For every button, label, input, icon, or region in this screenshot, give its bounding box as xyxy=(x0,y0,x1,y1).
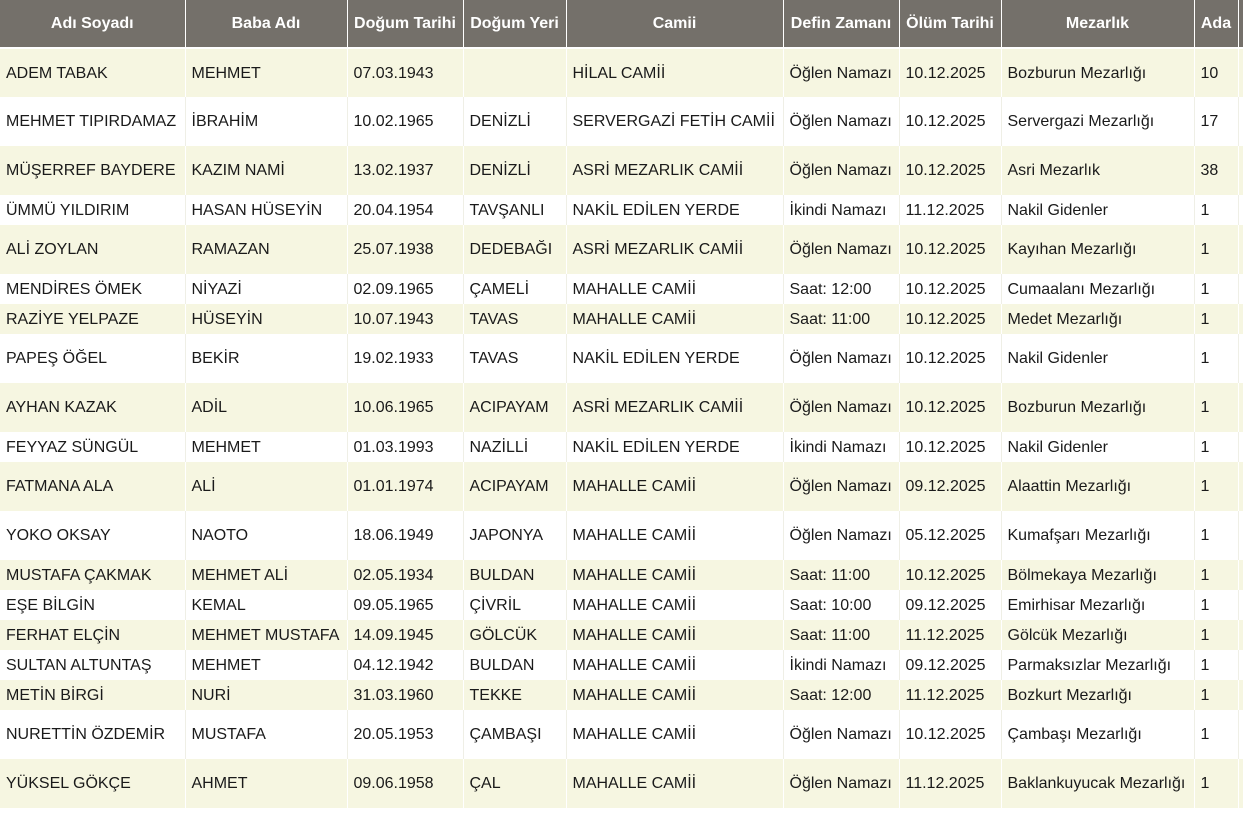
row-spacer xyxy=(1238,97,1243,146)
cell-cemetery: Bölmekaya Mezarlığı xyxy=(1001,560,1194,590)
cell-father: NİYAZİ xyxy=(185,274,347,304)
cell-name: FATMANA ALA xyxy=(0,462,185,511)
cell-name: MENDİRES ÖMEK xyxy=(0,274,185,304)
cell-father: MEHMET xyxy=(185,432,347,462)
cell-birth-place: TAVŞANLI xyxy=(463,195,566,225)
cell-death-date: 11.12.2025 xyxy=(899,195,1001,225)
cell-burial-time: Öğlen Namazı xyxy=(783,710,899,759)
cell-birth-date: 09.06.1958 xyxy=(347,759,463,808)
cell-name: RAZİYE YELPAZE xyxy=(0,304,185,334)
cell-mosque: MAHALLE CAMİİ xyxy=(566,620,783,650)
cell-cemetery: Alaattin Mezarlığı xyxy=(1001,462,1194,511)
cell-birth-place: BULDAN xyxy=(463,650,566,680)
cell-cemetery: Emirhisar Mezarlığı xyxy=(1001,590,1194,620)
cell-death-date: 10.12.2025 xyxy=(899,225,1001,274)
row-spacer xyxy=(1238,650,1243,680)
row-spacer xyxy=(1238,560,1243,590)
cell-burial-time: Öğlen Namazı xyxy=(783,462,899,511)
cell-ada: 1 xyxy=(1194,650,1238,680)
cell-birth-place xyxy=(463,48,566,97)
cell-name: ALİ ZOYLAN xyxy=(0,225,185,274)
cell-death-date: 09.12.2025 xyxy=(899,462,1001,511)
row-spacer xyxy=(1238,432,1243,462)
table-row[interactable] xyxy=(0,304,1243,334)
cell-name: YÜKSEL GÖKÇE xyxy=(0,759,185,808)
cell-birth-date: 19.02.1933 xyxy=(347,334,463,383)
row-spacer xyxy=(1238,680,1243,710)
row-spacer xyxy=(1238,462,1243,511)
cell-death-date: 10.12.2025 xyxy=(899,334,1001,383)
cell-ada: 1 xyxy=(1194,759,1238,808)
cell-name: MEHMET TIPIRDAMAZ xyxy=(0,97,185,146)
table-row[interactable] xyxy=(0,48,1243,97)
column-header-death-date: Ölüm Tarihi xyxy=(899,0,1001,48)
cell-burial-time: Öğlen Namazı xyxy=(783,383,899,432)
cell-burial-time: Öğlen Namazı xyxy=(783,759,899,808)
cell-birth-date: 31.03.1960 xyxy=(347,680,463,710)
cell-father: MEHMET xyxy=(185,650,347,680)
cell-name: FERHAT ELÇİN xyxy=(0,620,185,650)
table-row[interactable] xyxy=(0,432,1243,462)
cell-burial-time: Saat: 11:00 xyxy=(783,560,899,590)
cell-birth-place: TAVAS xyxy=(463,334,566,383)
table-header xyxy=(0,0,1243,48)
row-spacer xyxy=(1238,383,1243,432)
cell-cemetery: Bozkurt Mezarlığı xyxy=(1001,680,1194,710)
cell-birth-date: 02.09.1965 xyxy=(347,274,463,304)
cell-cemetery: Bozburun Mezarlığı xyxy=(1001,48,1194,97)
cell-cemetery: Nakil Gidenler xyxy=(1001,432,1194,462)
cell-mosque: MAHALLE CAMİİ xyxy=(566,680,783,710)
cell-mosque: MAHALLE CAMİİ xyxy=(566,274,783,304)
cell-father: NAOTO xyxy=(185,511,347,560)
cell-birth-date: 09.05.1965 xyxy=(347,590,463,620)
cell-birth-date: 14.09.1945 xyxy=(347,620,463,650)
cell-father: ADİL xyxy=(185,383,347,432)
table-row[interactable] xyxy=(0,146,1243,195)
cell-birth-date: 20.05.1953 xyxy=(347,710,463,759)
cell-name: METİN BİRGİ xyxy=(0,680,185,710)
cell-father: MUSTAFA xyxy=(185,710,347,759)
row-spacer xyxy=(1238,225,1243,274)
cell-mosque: ASRİ MEZARLIK CAMİİ xyxy=(566,225,783,274)
table-row[interactable] xyxy=(0,650,1243,680)
cell-burial-time: Öğlen Namazı xyxy=(783,97,899,146)
cell-burial-time: Öğlen Namazı xyxy=(783,511,899,560)
cell-burial-time: İkindi Namazı xyxy=(783,432,899,462)
cell-father: KEMAL xyxy=(185,590,347,620)
cell-father: AHMET xyxy=(185,759,347,808)
header-spacer xyxy=(1238,0,1243,48)
cell-name: FEYYAZ SÜNGÜL xyxy=(0,432,185,462)
cell-ada: 1 xyxy=(1194,590,1238,620)
cell-birth-place: ÇAMELİ xyxy=(463,274,566,304)
table-row[interactable] xyxy=(0,462,1243,511)
cell-cemetery: Çambaşı Mezarlığı xyxy=(1001,710,1194,759)
cell-name: ADEM TABAK xyxy=(0,48,185,97)
cell-birth-date: 13.02.1937 xyxy=(347,146,463,195)
cell-ada: 1 xyxy=(1194,383,1238,432)
cell-cemetery: Medet Mezarlığı xyxy=(1001,304,1194,334)
cell-ada: 1 xyxy=(1194,462,1238,511)
cell-mosque: MAHALLE CAMİİ xyxy=(566,511,783,560)
cell-death-date: 10.12.2025 xyxy=(899,383,1001,432)
cell-cemetery: Servergazi Mezarlığı xyxy=(1001,97,1194,146)
cell-father: MEHMET ALİ xyxy=(185,560,347,590)
cell-burial-time: Saat: 12:00 xyxy=(783,274,899,304)
cell-death-date: 10.12.2025 xyxy=(899,48,1001,97)
table-row[interactable] xyxy=(0,759,1243,808)
cell-birth-date: 10.02.1965 xyxy=(347,97,463,146)
cell-birth-place: GÖLCÜK xyxy=(463,620,566,650)
cell-death-date: 11.12.2025 xyxy=(899,680,1001,710)
cell-father: İBRAHİM xyxy=(185,97,347,146)
column-header-burial-time: Defin Zamanı xyxy=(783,0,899,48)
cell-ada: 1 xyxy=(1194,225,1238,274)
cell-name: AYHAN KAZAK xyxy=(0,383,185,432)
cell-name: SULTAN ALTUNTAŞ xyxy=(0,650,185,680)
cell-death-date: 10.12.2025 xyxy=(899,146,1001,195)
cell-ada: 1 xyxy=(1194,274,1238,304)
cell-father: HÜSEYİN xyxy=(185,304,347,334)
table-row[interactable] xyxy=(0,710,1243,759)
table-row[interactable] xyxy=(0,195,1243,225)
cell-birth-place: BULDAN xyxy=(463,560,566,590)
row-spacer xyxy=(1238,334,1243,383)
column-header-father: Baba Adı xyxy=(185,0,347,48)
table-row[interactable] xyxy=(0,383,1243,432)
column-header-birth-place: Doğum Yeri xyxy=(463,0,566,48)
cell-birth-place: DENİZLİ xyxy=(463,97,566,146)
cell-father: MEHMET xyxy=(185,48,347,97)
table-row[interactable] xyxy=(0,334,1243,383)
cell-father: MEHMET MUSTAFA xyxy=(185,620,347,650)
row-spacer xyxy=(1238,590,1243,620)
cell-mosque: MAHALLE CAMİİ xyxy=(566,710,783,759)
cell-death-date: 10.12.2025 xyxy=(899,560,1001,590)
cell-death-date: 09.12.2025 xyxy=(899,650,1001,680)
cell-birth-place: DEDEBAĞI xyxy=(463,225,566,274)
cell-birth-place: ÇAMBAŞI xyxy=(463,710,566,759)
cell-mosque: ASRİ MEZARLIK CAMİİ xyxy=(566,146,783,195)
table-row[interactable] xyxy=(0,225,1243,274)
cell-birth-place: ACIPAYAM xyxy=(463,383,566,432)
cell-ada: 1 xyxy=(1194,680,1238,710)
row-spacer xyxy=(1238,274,1243,304)
cell-father: NURİ xyxy=(185,680,347,710)
cell-birth-place: ÇAL xyxy=(463,759,566,808)
cell-burial-time: Öğlen Namazı xyxy=(783,334,899,383)
cell-birth-place: NAZİLLİ xyxy=(463,432,566,462)
row-spacer xyxy=(1238,195,1243,225)
cell-ada: 17 xyxy=(1194,97,1238,146)
cell-ada: 1 xyxy=(1194,560,1238,590)
row-spacer xyxy=(1238,710,1243,759)
cell-ada: 1 xyxy=(1194,195,1238,225)
column-header-ada: Ada xyxy=(1194,0,1238,48)
cell-cemetery: Asri Mezarlık xyxy=(1001,146,1194,195)
column-header-name: Adı Soyadı xyxy=(0,0,185,48)
cell-cemetery: Parmaksızlar Mezarlığı xyxy=(1001,650,1194,680)
table-row[interactable] xyxy=(0,680,1243,710)
cell-ada: 1 xyxy=(1194,511,1238,560)
cell-burial-time: Saat: 11:00 xyxy=(783,304,899,334)
cell-birth-date: 07.03.1943 xyxy=(347,48,463,97)
cell-ada: 1 xyxy=(1194,334,1238,383)
column-header-cemetery: Mezarlık xyxy=(1001,0,1194,48)
cell-birth-place: ÇİVRİL xyxy=(463,590,566,620)
cell-name: MUSTAFA ÇAKMAK xyxy=(0,560,185,590)
cell-ada: 38 xyxy=(1194,146,1238,195)
cell-mosque: MAHALLE CAMİİ xyxy=(566,462,783,511)
cell-mosque: MAHALLE CAMİİ xyxy=(566,304,783,334)
cell-name: YOKO OKSAY xyxy=(0,511,185,560)
cell-birth-date: 25.07.1938 xyxy=(347,225,463,274)
cell-birth-place: DENİZLİ xyxy=(463,146,566,195)
cell-cemetery: Bozburun Mezarlığı xyxy=(1001,383,1194,432)
cell-birth-date: 10.06.1965 xyxy=(347,383,463,432)
cell-cemetery: Nakil Gidenler xyxy=(1001,334,1194,383)
cell-burial-time: İkindi Namazı xyxy=(783,195,899,225)
cell-death-date: 11.12.2025 xyxy=(899,620,1001,650)
cell-cemetery: Gölcük Mezarlığı xyxy=(1001,620,1194,650)
cell-burial-time: Saat: 12:00 xyxy=(783,680,899,710)
row-spacer xyxy=(1238,759,1243,808)
cell-birth-date: 01.03.1993 xyxy=(347,432,463,462)
table-row[interactable] xyxy=(0,97,1243,146)
cell-ada: 1 xyxy=(1194,710,1238,759)
cell-father: KAZIM NAMİ xyxy=(185,146,347,195)
table-row[interactable] xyxy=(0,511,1243,560)
cell-death-date: 09.12.2025 xyxy=(899,590,1001,620)
cell-mosque: MAHALLE CAMİİ xyxy=(566,590,783,620)
column-header-birth-date: Doğum Tarihi xyxy=(347,0,463,48)
cell-death-date: 05.12.2025 xyxy=(899,511,1001,560)
cell-father: BEKİR xyxy=(185,334,347,383)
cell-burial-time: Öğlen Namazı xyxy=(783,146,899,195)
row-spacer xyxy=(1238,146,1243,195)
cell-death-date: 10.12.2025 xyxy=(899,274,1001,304)
cell-mosque: NAKİL EDİLEN YERDE xyxy=(566,195,783,225)
cell-burial-time: Saat: 11:00 xyxy=(783,620,899,650)
cell-mosque: ASRİ MEZARLIK CAMİİ xyxy=(566,383,783,432)
cell-birth-place: TEKKE xyxy=(463,680,566,710)
cell-death-date: 10.12.2025 xyxy=(899,304,1001,334)
cell-cemetery: Kayıhan Mezarlığı xyxy=(1001,225,1194,274)
row-spacer xyxy=(1238,48,1243,97)
cell-cemetery: Kumafşarı Mezarlığı xyxy=(1001,511,1194,560)
cell-birth-place: JAPONYA xyxy=(463,511,566,560)
cell-death-date: 10.12.2025 xyxy=(899,710,1001,759)
cell-cemetery: Baklankuyucak Mezarlığı xyxy=(1001,759,1194,808)
cell-father: HASAN HÜSEYİN xyxy=(185,195,347,225)
cell-mosque: MAHALLE CAMİİ xyxy=(566,560,783,590)
cell-burial-time: Öğlen Namazı xyxy=(783,225,899,274)
cell-death-date: 10.12.2025 xyxy=(899,97,1001,146)
cell-birth-date: 20.04.1954 xyxy=(347,195,463,225)
cell-name: MÜŞERREF BAYDERE xyxy=(0,146,185,195)
cell-mosque: MAHALLE CAMİİ xyxy=(566,650,783,680)
cell-birth-date: 18.06.1949 xyxy=(347,511,463,560)
cell-ada: 1 xyxy=(1194,432,1238,462)
cell-mosque: NAKİL EDİLEN YERDE xyxy=(566,432,783,462)
table-row[interactable] xyxy=(0,620,1243,650)
table-row[interactable] xyxy=(0,560,1243,590)
cell-burial-time: Öğlen Namazı xyxy=(783,48,899,97)
cell-father: RAMAZAN xyxy=(185,225,347,274)
cell-name: EŞE BİLGİN xyxy=(0,590,185,620)
column-header-mosque: Camii xyxy=(566,0,783,48)
cell-mosque: SERVERGAZİ FETİH CAMİİ xyxy=(566,97,783,146)
cell-name: NURETTİN ÖZDEMİR xyxy=(0,710,185,759)
cell-father: ALİ xyxy=(185,462,347,511)
cell-ada: 1 xyxy=(1194,304,1238,334)
cell-birth-date: 02.05.1934 xyxy=(347,560,463,590)
row-spacer xyxy=(1238,511,1243,560)
cell-birth-place: TAVAS xyxy=(463,304,566,334)
row-spacer xyxy=(1238,620,1243,650)
row-spacer xyxy=(1238,304,1243,334)
cell-mosque: NAKİL EDİLEN YERDE xyxy=(566,334,783,383)
cell-mosque: HİLAL CAMİİ xyxy=(566,48,783,97)
cell-birth-date: 04.12.1942 xyxy=(347,650,463,680)
cell-burial-time: Saat: 10:00 xyxy=(783,590,899,620)
cell-death-date: 10.12.2025 xyxy=(899,432,1001,462)
header-row xyxy=(0,0,1243,48)
cell-birth-date: 01.01.1974 xyxy=(347,462,463,511)
cell-cemetery: Cumaalanı Mezarlığı xyxy=(1001,274,1194,304)
table-row[interactable] xyxy=(0,590,1243,620)
cell-cemetery: Nakil Gidenler xyxy=(1001,195,1194,225)
cell-ada: 1 xyxy=(1194,620,1238,650)
cell-name: PAPEŞ ÖĞEL xyxy=(0,334,185,383)
cell-death-date: 11.12.2025 xyxy=(899,759,1001,808)
cell-birth-place: ACIPAYAM xyxy=(463,462,566,511)
cell-ada: 10 xyxy=(1194,48,1238,97)
cell-birth-date: 10.07.1943 xyxy=(347,304,463,334)
table-row[interactable] xyxy=(0,274,1243,304)
cell-burial-time: İkindi Namazı xyxy=(783,650,899,680)
table-body xyxy=(0,48,1243,808)
cell-mosque: MAHALLE CAMİİ xyxy=(566,759,783,808)
cell-name: ÜMMÜ YILDIRIM xyxy=(0,195,185,225)
